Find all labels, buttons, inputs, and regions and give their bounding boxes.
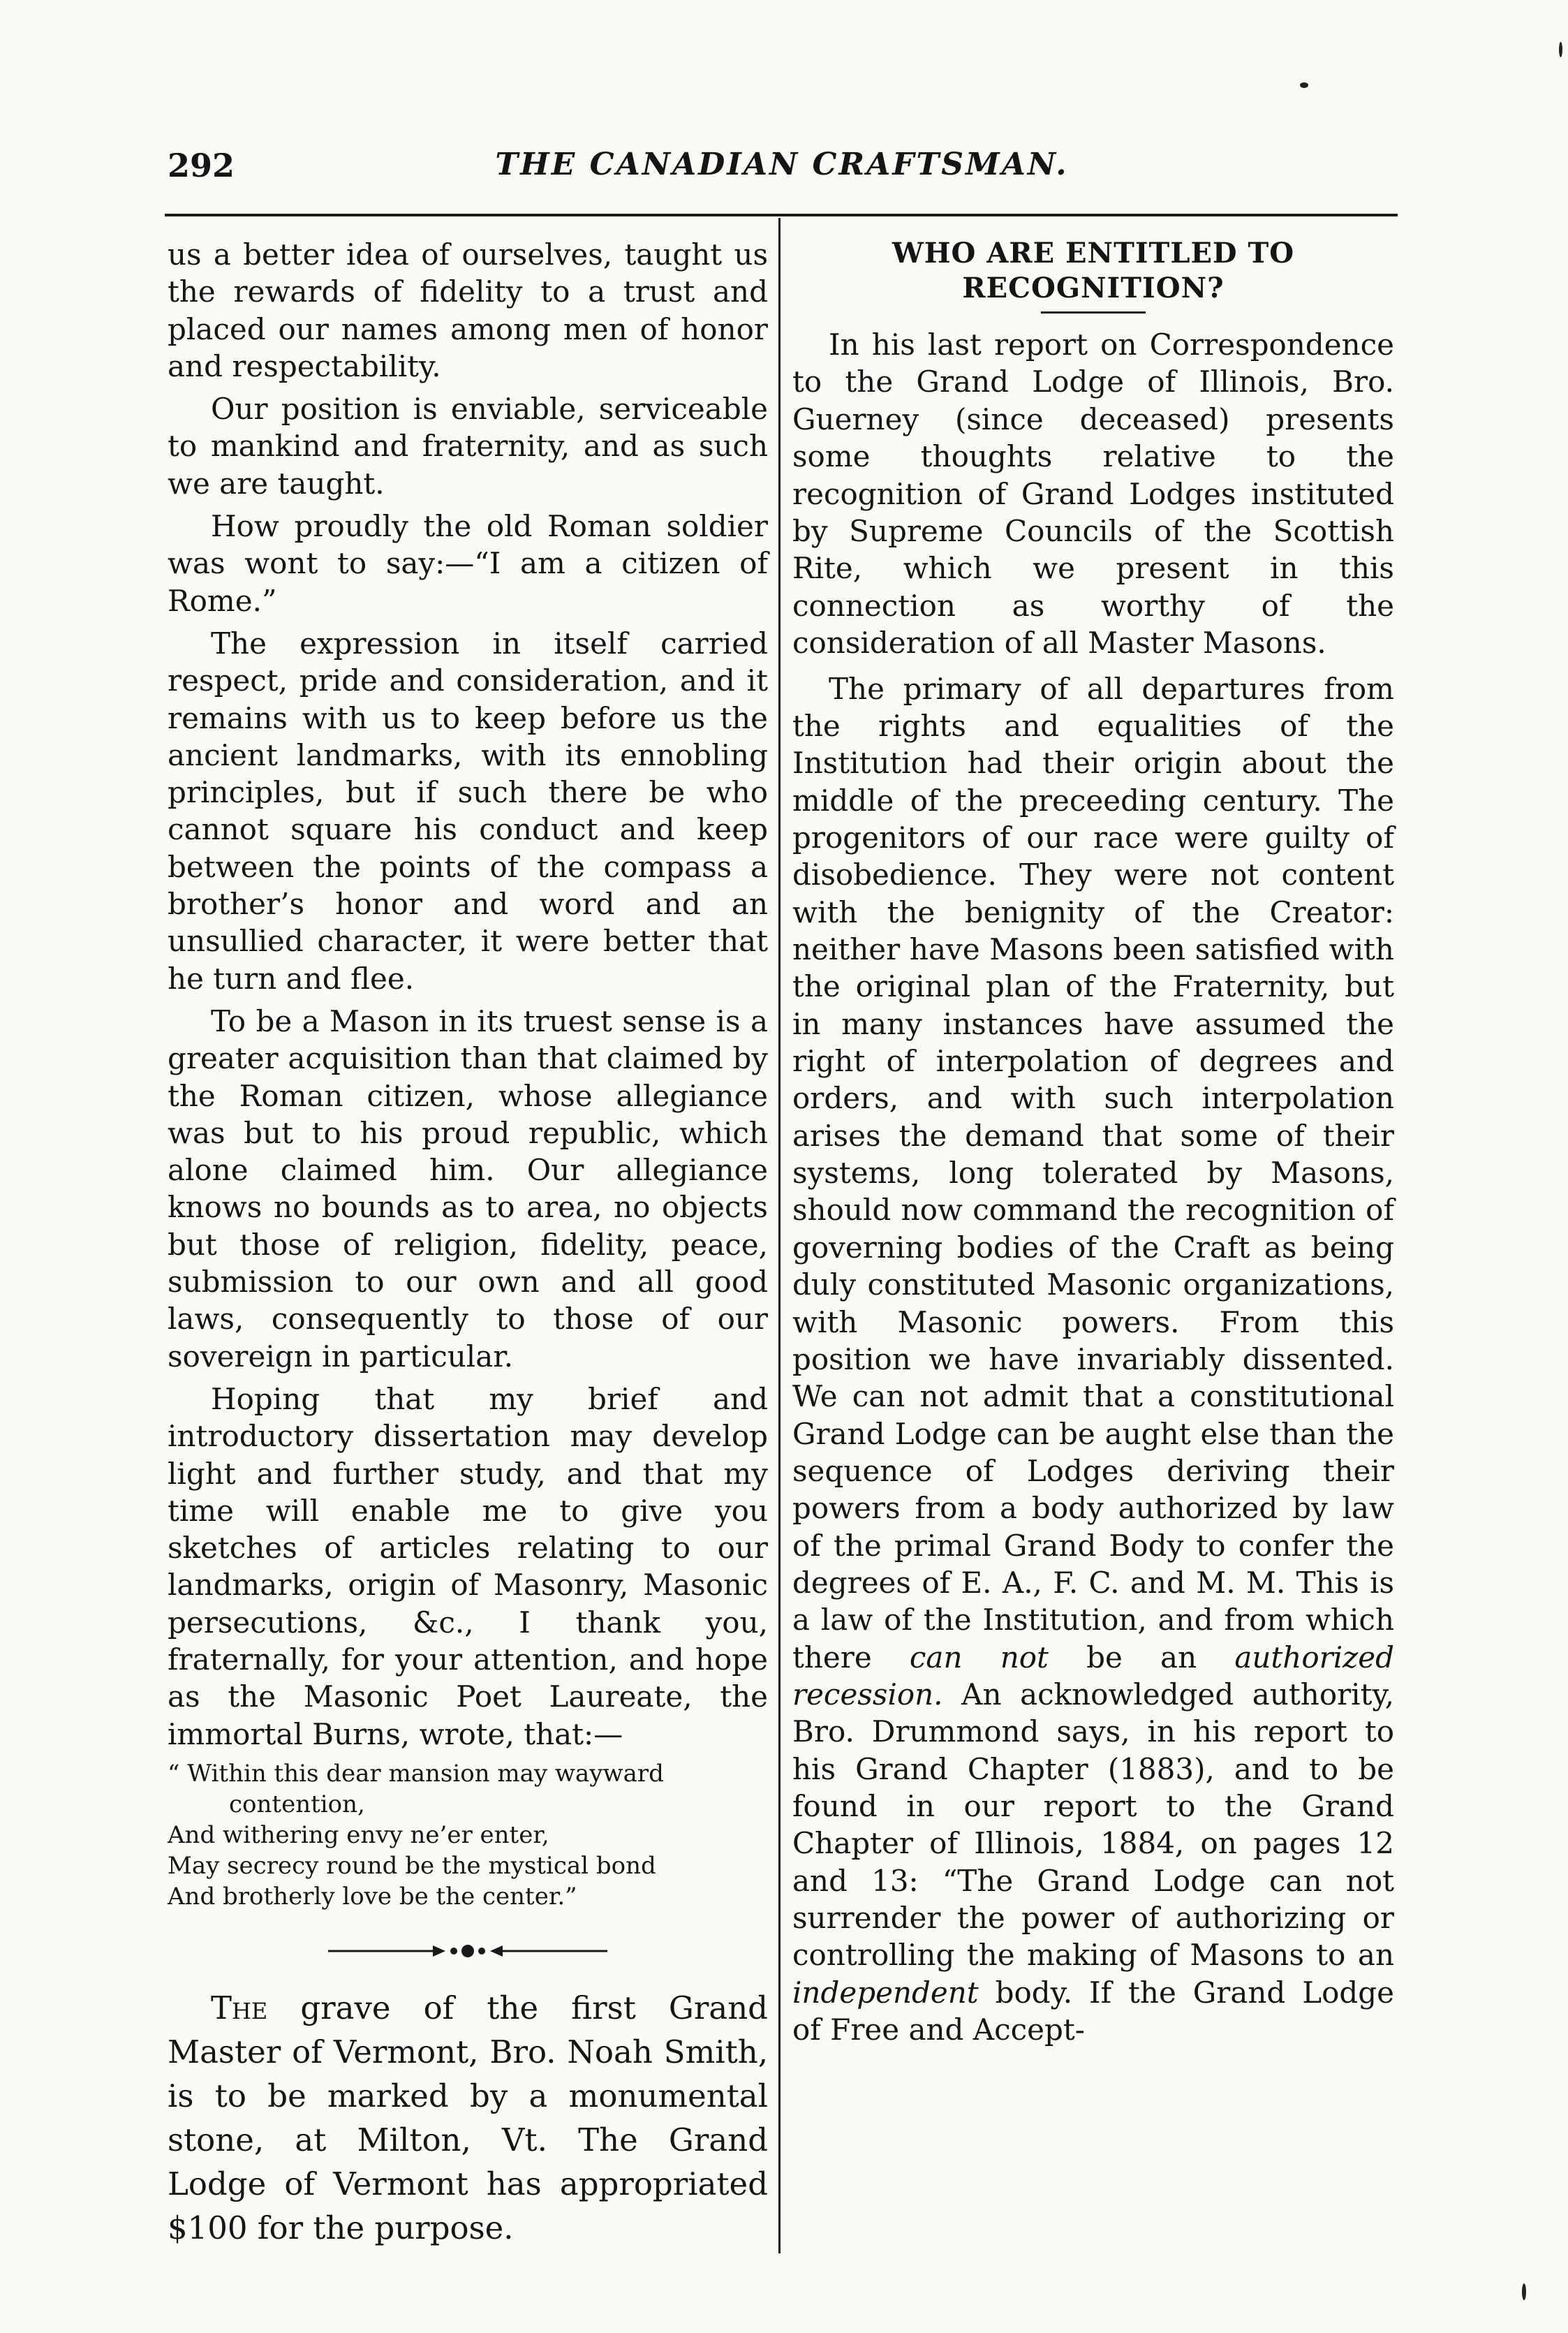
text-run: body. If the Grand Lodge of Free and Accept- xyxy=(792,1975,1394,2047)
paragraph: How proudly the old Roman soldier was wont to say:—“I am a citizen of Rome.” xyxy=(168,509,768,618)
article-title: WHO ARE ENTITLED TO RECOGNITION? xyxy=(892,237,1295,304)
poem-line: contention, xyxy=(229,1790,365,1818)
ornament-divider-icon xyxy=(328,1940,607,1962)
text-run: The primary of all departures from the rights and equalities of the Institution had their origin about the middle of the preceeding century. The progenitors of our race were guilty of disobedience. They were not content with the benignity of the Creator: neither have Masons been satisfied with the original plan of the Fraternity, but in many instances have assumed the right of interpolation of degrees and orders, and with such interpolation arises the demand that some of their systems, long tolerated by Masons, should now command the recognition of governing bodies of the Craft as being duly constituted Masonic organizations, with Masonic powers. From this position we have invariably dissented. We can not admit that a constitutional Grand Lodge can be aught else than the sequence of Lodges deriving their powers from a body authorized by law of the primal Grand Body to confer the degrees of E. A., F. C. and M. M. This is a law of the Institution, and from which there xyxy=(792,671,1394,1675)
notice-text: grave of the first Grand Master of Vermont, Bro. Noah Smith, is to be marked by a monumental stone, at Milton, Vt. The Grand Lodge of Vermont has appropriated $100 for the purpose. xyxy=(168,1989,768,2246)
paragraph: In his last report on Correspondence to the Grand Lodge of Illinois, Bro. Guerney (since deceased) presents some thoughts relative to the recognition of Grand Lodges instituted by Supreme Councils of the Scottish Rite, which we present in this connection as worthy of the consideration of all Master Masons. xyxy=(792,327,1394,661)
ink-speck xyxy=(1300,82,1308,88)
paragraph: us a better idea of ourselves, taught us the rewards of fidelity to a trust and placed our names among men of honor and respectability. xyxy=(168,237,768,383)
poem-line: And withering envy ne’er enter, xyxy=(168,1820,549,1849)
italic-run: authorized recession. xyxy=(792,1640,1394,1712)
column-divider xyxy=(778,218,781,2253)
title-rule xyxy=(1041,311,1146,314)
ink-speck xyxy=(1522,2283,1526,2300)
text-run: be an xyxy=(1048,1640,1235,1675)
notice-lead: The xyxy=(211,1989,268,2026)
paragraph: Hoping that my brief and introductory dissertation may develop light and further study, and that my time will enable me to give you sketches of articles relating to our landmarks, origin of Masonry, Masonic persecutions, &c., I thank you, fraternally, for your attention, and hope as the Masonic Poet Laureate, the immortal Burns, wrote, that:— xyxy=(168,1381,768,1751)
vermont-notice xyxy=(168,1986,768,2250)
italic-run: can not xyxy=(909,1640,1049,1675)
poem-line: And brotherly love be the center.” xyxy=(168,1882,577,1911)
poem-quote xyxy=(168,1758,768,1912)
text-run: An acknowledged authority, Bro. Drummond says, in his report to his Grand Chapter (1883), and to be found in our report to the Grand Chapter of Illinois, 1884, on pages 12 and 13: “The Grand Lodge can not surrender the power of authorizing or controlling the making of Masons to an xyxy=(792,1677,1394,1973)
italic-run: independent xyxy=(792,1975,979,2010)
header-rule xyxy=(165,214,1398,216)
page-number: 292 xyxy=(168,147,235,184)
paragraph: The expression in itself carried respect, pride and consideration, and it remains with us to keep before us the ancient landmarks, with its ennobling principles, but if such there be who cannot square his conduct and keep between the points of the compass a brother’s honor and word and an unsullied character, it were better that he turn and flee. xyxy=(168,626,768,996)
poem-line: “ Within this dear mansion may wayward xyxy=(168,1759,664,1788)
paragraph: To be a Mason in its truest sense is a greater acquisition than that claimed by the Roman citizen, whose allegiance was but to his proud republic, which alone claimed him. Our allegiance knows no bounds as to area, no objects but those of religion, fidelity, peace, submission to our own and all good laws, consequently to those of our sovereign in particular. xyxy=(168,1003,768,1374)
poem-line: May secrecy round be the mystical bond xyxy=(168,1851,656,1880)
paragraph: Our position is enviable, serviceable to mankind and fraternity, and as such we are taught. xyxy=(168,392,768,501)
running-title: THE CANADIAN CRAFTSMAN. xyxy=(495,147,1069,182)
section-ornament xyxy=(168,1940,768,1962)
right-column xyxy=(792,236,1394,2056)
notice-paragraph xyxy=(168,1986,768,2250)
ink-speck xyxy=(1559,42,1562,57)
paragraph xyxy=(792,670,1394,2049)
left-column xyxy=(168,236,768,2250)
page-header xyxy=(168,147,1396,196)
